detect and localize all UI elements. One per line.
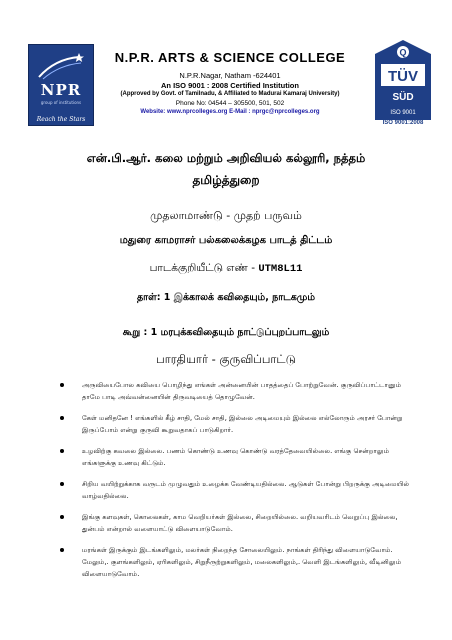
list-item (60, 379, 410, 403)
year-semester: முதலாமாண்டு - முதற் பருவம் (150, 209, 302, 222)
iso-standard-label: ISO 9001:2008 (382, 120, 424, 126)
approval-note: (Approved by Govt. of Tamilnadu, & Affiliated to Madurai Kamaraj University) (120, 91, 340, 97)
paper-title: தாள்: 1 இக்காலக் கவிதையும், நாடகமும் (136, 292, 316, 303)
npr-logo (28, 44, 94, 126)
list-item (60, 445, 410, 469)
course-code-line (0, 262, 452, 275)
bullet-icon (60, 449, 64, 453)
bullet-icon (60, 416, 64, 420)
badge-top-letter: Q (399, 47, 407, 58)
list-item (60, 511, 410, 535)
bullet-text: அருவியைபோல கவியை பொழிந்து எங்கள் அன்னையின் பாதத்தைப் போற்றுவேன். குருவிப்பாட்டானும் தாமே பாடி அவ்வன்னையின் திருவடியைத் தொழுவேன். (82, 381, 402, 401)
badge-iso: ISO 9001 (390, 110, 416, 116)
phone-number: Phone No: 04544 – 305500, 501, 502 (175, 100, 285, 107)
bullet-text: கேள் மனிதனே ! எங்களில் கீழ் சாதி, மேல் சாதி, இல்லை அடிமையும் இல்லை எல்லோரும் அரசர் போன்று இருப்போம் என்று குருவி கூறுவதாகப் பாடுகிறார். (82, 414, 403, 434)
iso-certification: An ISO 9001 : 2008 Certified Institution (161, 81, 299, 90)
list-item (60, 412, 410, 436)
college-name-tamil: என்.பி.ஆர். கலை மற்றும் அறிவியல் கல்லூரி, நத்தம் (86, 151, 366, 165)
bullet-icon (60, 515, 64, 519)
topic-title: பாரதியார் - குருவிப்பாட்டு (156, 352, 296, 366)
logo-brand: NPR (40, 81, 82, 99)
bullet-text: உழவிற்கு கவலை இல்லை. பணம் கொண்டு உணவு கொண்டு வரத்தேவையில்லை. எங்கு சென்றாலும் எங்களுக்கு உணவு கிட்டும். (82, 447, 390, 467)
star-swoosh-icon (35, 53, 85, 81)
unit-title: கூறு : 1 மரபுக்கவிதையும் நாட்டுப்புறப்பாடலும் (122, 327, 330, 338)
course-code-label: பாடக்குறியீட்டு எண் - (149, 262, 259, 274)
logo-reach-text: Reach the Stars (36, 116, 86, 123)
bullet-text: இங்கு களவுகள், கொலைகள், காம வெறியர்கள் இல்லை, சிறையில்லை. வறியவரிடம் வெறுப்பு இல்லை, துன்பம் என்றால் வளையாட்டு விளையாடுவோம். (82, 513, 398, 533)
department-title: தமிழ்த்துறை (192, 173, 260, 187)
bullet-text: சிறிய வயிற்றுக்காக வருடம் முழுவதும் உழைக்க வேண்டியதில்லை. ஆடுகள் போன்று பிறருக்கு அடிமையில் வாழ்வதில்லை. (82, 480, 410, 500)
badge-sub: SÜD (392, 92, 414, 103)
badge-name: TÜV (388, 68, 418, 85)
bullet-list (60, 379, 410, 589)
college-address: N.P.R.Nagar, Natham -624401 (179, 71, 281, 80)
university-syllabus: மதுரை காமராசர் பல்கலைக்கழக பாடத் திட்டம் (119, 235, 333, 246)
bullet-icon (60, 383, 64, 387)
tuv-certification-badge (373, 40, 433, 132)
course-code: UTM8L11 (258, 263, 303, 275)
bullet-icon (60, 482, 64, 486)
tuv-badge-icon (375, 40, 431, 120)
list-item (60, 478, 410, 502)
bullet-icon (60, 548, 64, 552)
logo-tagline: group of institutions (40, 100, 82, 105)
college-name: N.P.R. ARTS & SCIENCE COLLEGE (114, 50, 346, 65)
bullet-text: மரங்கள் இருக்கும் இடங்களிலும், மலர்கள் நிறைந்த சோலையிலும். நாங்கள் திரிந்து விளையாடுவோம். மேலும்,. குளங்களிலும், ஏரிகளிலும், சிறுநீருற்றுகளிலும், மலைகளிலும்,. வெளி இடங்களிலும், வீடினிலும் விளையாடுவோம். (82, 546, 402, 578)
website-email: Website: www.nprcolleges.org E-Mail : nprgc@nprcolleges.org (140, 109, 320, 115)
list-item (60, 544, 410, 580)
